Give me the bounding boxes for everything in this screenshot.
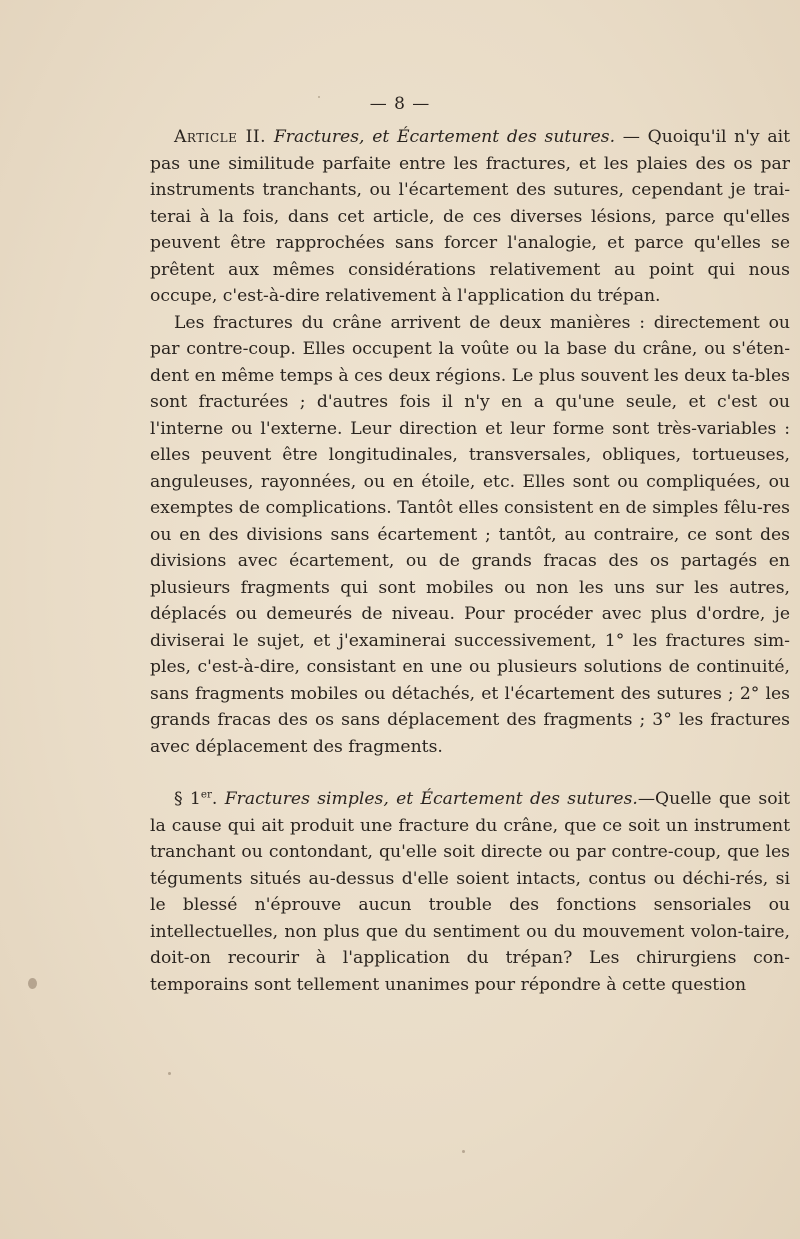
section-label: § 1er.: [174, 788, 218, 809]
fractures-paragraph: Les fractures du crâne arrivent de deux manières : directement ou par contre-coup. Elles occupent la voûte ou la base du crâne, ou s'éten-dent en même temps à ces deux régions. Le plus souvent les deux ta-bles sont fracturées ; d'autres fois il n'y en a qu'une seule, et c'est ou l'interne ou l'externe. Leur direction et leur forme sont très-variables : elles peuvent être longitudinales, transversales, obliques, tortueuses, anguleuses, rayonnées, ou en étoile, etc. Elles sont ou compliquées, ou exemptes de complications. Tantôt elles consistent en de simples fêlu-res ou en des divisions sans écartement ; tantôt, au contraire, ce sont des divisions avec écartement, ou de grands fracas des os partagés en plusieurs fragments qui sont mobiles ou non les uns sur les autres, déplacés ou demeurés de niveau. Pour procéder avec plus d'ordre, je diviserai le sujet, et j'examinerai successivement, 1° les fractures sim-ples, c'est-à-dire, consistant en une ou plusieurs solutions de continuité, sans fragments mobiles ou détachés, et l'écartement des sutures ; 2° les grands fracas des os sans déplacement des fragments ; 3° les fractures avec déplacement des fragments.: [150, 312, 790, 757]
body-text: [150, 124, 790, 998]
article-title: Fractures, et Écartement des sutures.: [273, 127, 616, 147]
paper-speck: [462, 1150, 465, 1153]
page-number: — 8 —: [369, 94, 431, 114]
paper-speck: [168, 1072, 171, 1075]
paper-speck: [318, 96, 320, 98]
article-label: Article II.: [174, 127, 267, 147]
paper-speck: [28, 978, 37, 989]
section-paragraph: [150, 786, 790, 998]
article-intro: — Quoiqu'il n'y ait pas une similitude parfaite entre les fractures, et les plaies des os par instruments tranchants, ou l'écartement des sutures, cependant je trai-terai à la fois, dans cet article, de ces diverses lésions, parce qu'elles peuvent être rapprochées sans forcer l'analogie, et parce qu'elles se prêtent aux mêmes considérations relativement au point qui nous occupe, c'est-à-dire relativement à l'application du trépan.: [150, 127, 790, 306]
section-title: Fractures simples, et Écartement des sutures.: [224, 789, 638, 809]
section-body: —Quelle que soit la cause qui ait produit une fracture du crâne, que ce soit un instrument tranchant ou contondant, qu'elle soit directe ou par contre-coup, que les téguments situés au-dessus d'elle soient intacts, contus ou déchi-rés, si le blessé n'éprouve aucun trouble des fonctions sensoriales ou intellectuelles, non plus que du sentiment ou du mouvement volon-taire, doit-on recourir à l'application du trépan? Les chirurgiens con-temporains sont tellement unanimes pour répondre à cette question: [150, 789, 791, 995]
article-paragraph: [150, 124, 790, 310]
